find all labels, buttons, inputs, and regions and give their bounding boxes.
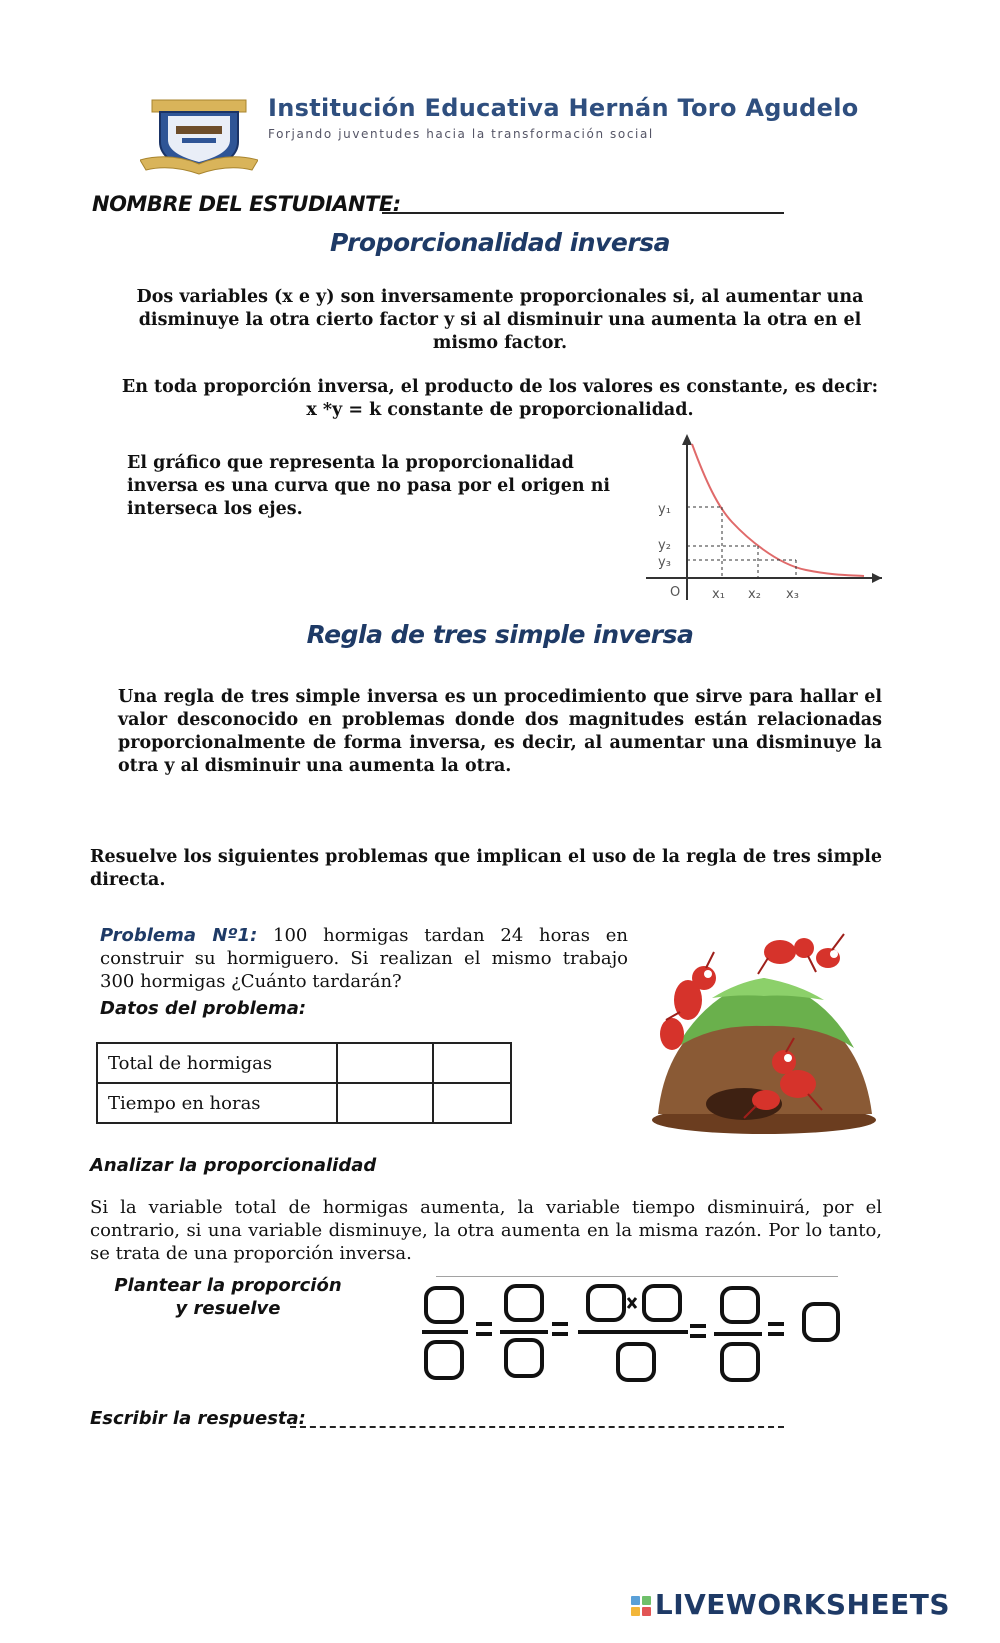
section-title-inverse-rule-of-three: Regla de tres simple inversa	[306, 620, 694, 649]
definition-paragraph: Dos variables (x e y) son inversamente proporcionales si, al aumentar una disminuye la otra cierto factor y si al disminuir una aumenta la otra en el mismo factor.	[136, 287, 864, 353]
rule-of-three-paragraph: Una regla de tres simple inversa es un procedimiento que sirve para hallar el valor desconocido en problemas donde dos magnitudes están relacionadas proporcionalmente de forma inversa, es decir, al aumentar una disminuye la otra y al disminuir una aumenta la otra.	[118, 687, 882, 776]
liveworksheets-blocks-icon	[631, 1596, 651, 1616]
answer-label: Escribir la respuesta:	[90, 1408, 306, 1429]
graph-description: El gráfico que representa la proporcionalidad inversa es una curva que no pasa por el origen ni interseca los ejes.	[127, 453, 611, 519]
y2-label: y₂	[658, 538, 671, 553]
x2-label: x₂	[748, 587, 761, 602]
student-name-label: NOMBRE DEL ESTUDIANTE:	[92, 192, 401, 216]
constant-paragraph: En toda proporción inversa, el producto de los valores es constante, es decir: x *y = k constante de proporcionalidad.	[121, 377, 879, 420]
analyze-paragraph: Si la variable total de hormigas aumenta, la variable tiempo disminuirá, por el contrario, si una variable disminuye, la otra aumenta en la misma razón. Por lo tanto, se trata de una proporción inversa.	[90, 1197, 882, 1264]
table-row	[97, 1043, 511, 1083]
x1-label: x₁	[712, 587, 725, 602]
section-title-inverse-proportionality: Proporcionalidad inversa	[330, 228, 670, 257]
x3-label: x₃	[786, 587, 799, 602]
answer-cell[interactable]	[337, 1083, 433, 1123]
plan-heading: Plantear la proporción y resuelve	[114, 1275, 342, 1319]
answer-cell[interactable]	[433, 1083, 511, 1123]
institution-name: Institución Educativa Hernán Toro Agudelo	[268, 94, 859, 122]
problem-statement	[100, 924, 628, 993]
analyze-heading: Analizar la proporcionalidad	[90, 1155, 377, 1176]
institution-slogan: Forjando juventudes hacia la transformación social	[268, 127, 654, 141]
data-heading: Datos del problema:	[100, 998, 307, 1019]
liveworksheets-brand: LIVEWORKSHEETS	[654, 1588, 950, 1621]
instructions-paragraph: Resuelve los siguientes problemas que implican el uso de la regla de tres simple directa.	[90, 847, 882, 890]
inverse-curve	[692, 444, 864, 576]
student-name-field[interactable]	[382, 212, 784, 214]
y1-label: y₁	[658, 502, 671, 517]
inverse-proportion-graph	[646, 432, 886, 602]
problem-label: Problema Nº1:	[100, 925, 258, 946]
row-label: Total de hormigas	[97, 1043, 337, 1083]
problem-text: 100 hormigas tardan 24 horas en construir su hormiguero. Si realizan el mismo trabajo 300 hormigas ¿Cuánto tardarán?	[100, 925, 628, 992]
answer-cell[interactable]	[337, 1043, 433, 1083]
liveworksheets-logo	[631, 1588, 950, 1621]
row-label: Tiempo en horas	[97, 1083, 337, 1123]
origin-label: O	[670, 585, 681, 600]
table-row	[97, 1083, 511, 1123]
proportion-workspace[interactable]	[422, 1276, 842, 1404]
ants-anthill-illustration	[648, 928, 880, 1136]
y3-label: y₃	[658, 555, 671, 570]
answer-cell[interactable]	[433, 1043, 511, 1083]
answer-field[interactable]	[290, 1426, 784, 1428]
problem-data-table	[96, 1042, 512, 1124]
school-crest-logo	[140, 98, 258, 176]
